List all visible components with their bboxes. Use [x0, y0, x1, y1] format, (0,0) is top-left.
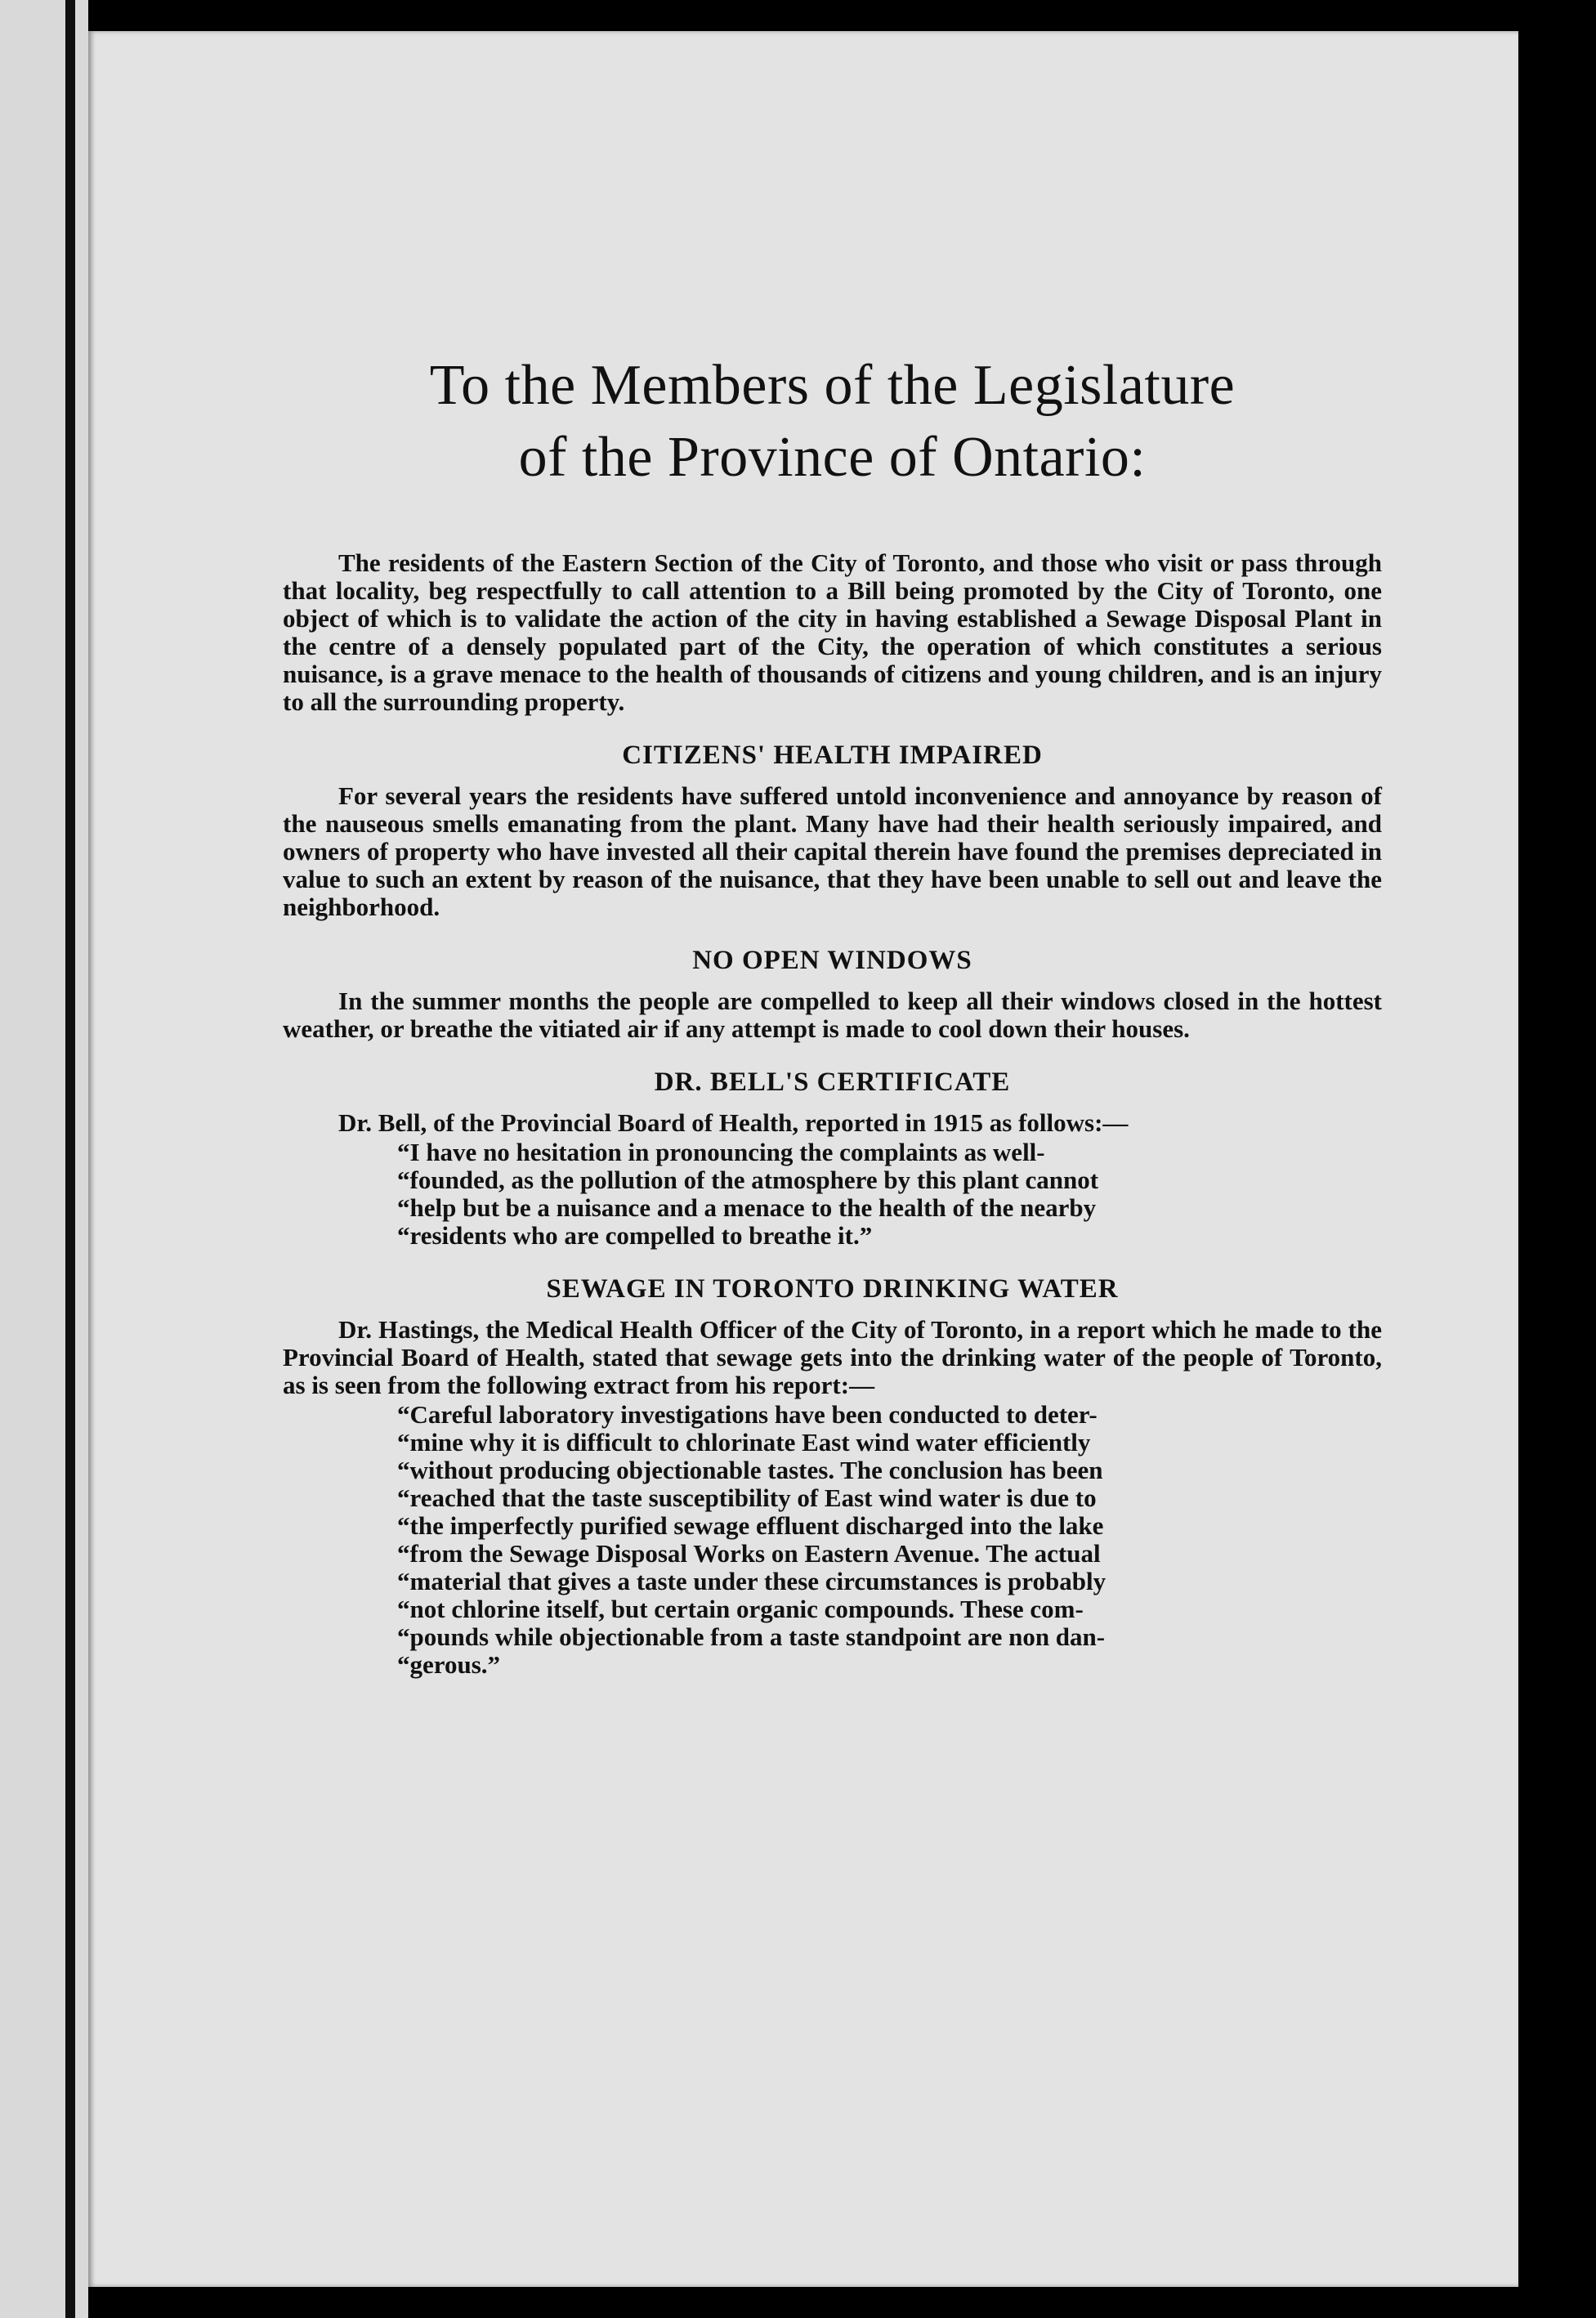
quote-line: “reached that the taste susceptibility of East wind water is due to — [397, 1483, 1097, 1512]
quote-line: “I have no hesitation in pronouncing the complaints as well- — [397, 1138, 1045, 1166]
quote-line: “pounds while objectionable from a taste standpoint are non dan- — [397, 1622, 1106, 1651]
quote-line: “Careful laboratory investigations have been conducted to deter- — [397, 1400, 1098, 1429]
quotation-block — [283, 1401, 1382, 1679]
intro-paragraph: The residents of the Eastern Section of the City of Toronto, and those who visit or pass through that locality, beg respectfully to call attention to a Bill being promoted by the City of Toronto, one object of which is to validate the action of the city in having established a Sewage Disposal Plant in the centre of a densely populated part of the City, the operation of which constitutes a serious nuisance, is a grave menace to the health of thousands of citizens and young children, and is an injury to all the surrounding property. — [283, 548, 1382, 716]
section-citizens-health — [283, 741, 1382, 921]
section-paragraph: Dr. Bell, of the Provincial Board of Health, reported in 1915 as follows:— — [338, 1108, 1129, 1137]
intro-section — [283, 549, 1382, 716]
section-heading: CITIZENS' HEALTH IMPAIRED — [622, 741, 1043, 770]
quote-line: “from the Sewage Disposal Works on Eastern Avenue. The actual — [397, 1539, 1101, 1568]
section-paragraph: For several years the residents have suffered untold inconvenience and annoyance by reason of the nauseous smells emanating from the plant. Many have had their health seriously impaired, and owners of property who have invested all their capital therein have found the premises depreciated in value to such an extent by reason of the nuisance, that they have been unable to sell out and leave the neighborhood. — [283, 781, 1382, 921]
quote-line: “help but be a nuisance and a menace to the health of the nearby — [397, 1193, 1097, 1222]
title-line-1: To the Members of the Legislature — [429, 354, 1236, 417]
document-page — [88, 31, 1518, 2287]
quote-line: “residents who are compelled to breathe it.” — [397, 1221, 873, 1250]
section-heading: DR. BELL'S CERTIFICATE — [654, 1067, 1011, 1097]
quote-line: “not chlorine itself, but certain organic compounds. These com- — [397, 1595, 1084, 1623]
section-heading: SEWAGE IN TORONTO DRINKING WATER — [546, 1274, 1119, 1304]
quote-line: “material that gives a taste under these circumstances is probably — [397, 1567, 1106, 1595]
section-paragraph: In the summer months the people are compelled to keep all their windows closed in the hottest weather, or breathe the vitiated air if any attempt is made to cool down their houses. — [283, 987, 1382, 1043]
page-fold-shadow — [65, 0, 75, 2318]
section-no-open-windows — [283, 946, 1382, 1043]
quote-line: “the imperfectly purified sewage effluent discharged into the lake — [397, 1511, 1104, 1540]
adjacent-page-edge — [0, 0, 88, 2318]
section-heading: NO OPEN WINDOWS — [692, 946, 972, 975]
page-content — [283, 350, 1382, 1679]
page-title — [283, 350, 1382, 494]
quote-line: “without producing objectionable tastes. The conclusion has been — [397, 1456, 1103, 1484]
quotation-block — [283, 1139, 1382, 1250]
quote-line: “founded, as the pollution of the atmosphere by this plant cannot — [397, 1166, 1099, 1194]
section-paragraph: Dr. Hastings, the Medical Health Officer of the City of Toronto, in a report which he made to the Provincial Board of Health, stated that sewage gets into the drinking water of the people of Toronto, as is seen from the following extract from his report:— — [283, 1315, 1382, 1399]
quote-line: “gerous.” — [397, 1650, 501, 1679]
title-line-2: of the Province of Ontario: — [518, 426, 1147, 489]
section-sewage-drinking-water — [283, 1274, 1382, 1679]
section-dr-bell-certificate — [283, 1067, 1382, 1250]
quote-line: “mine why it is difficult to chlorinate East wind water efficiently — [397, 1428, 1091, 1457]
